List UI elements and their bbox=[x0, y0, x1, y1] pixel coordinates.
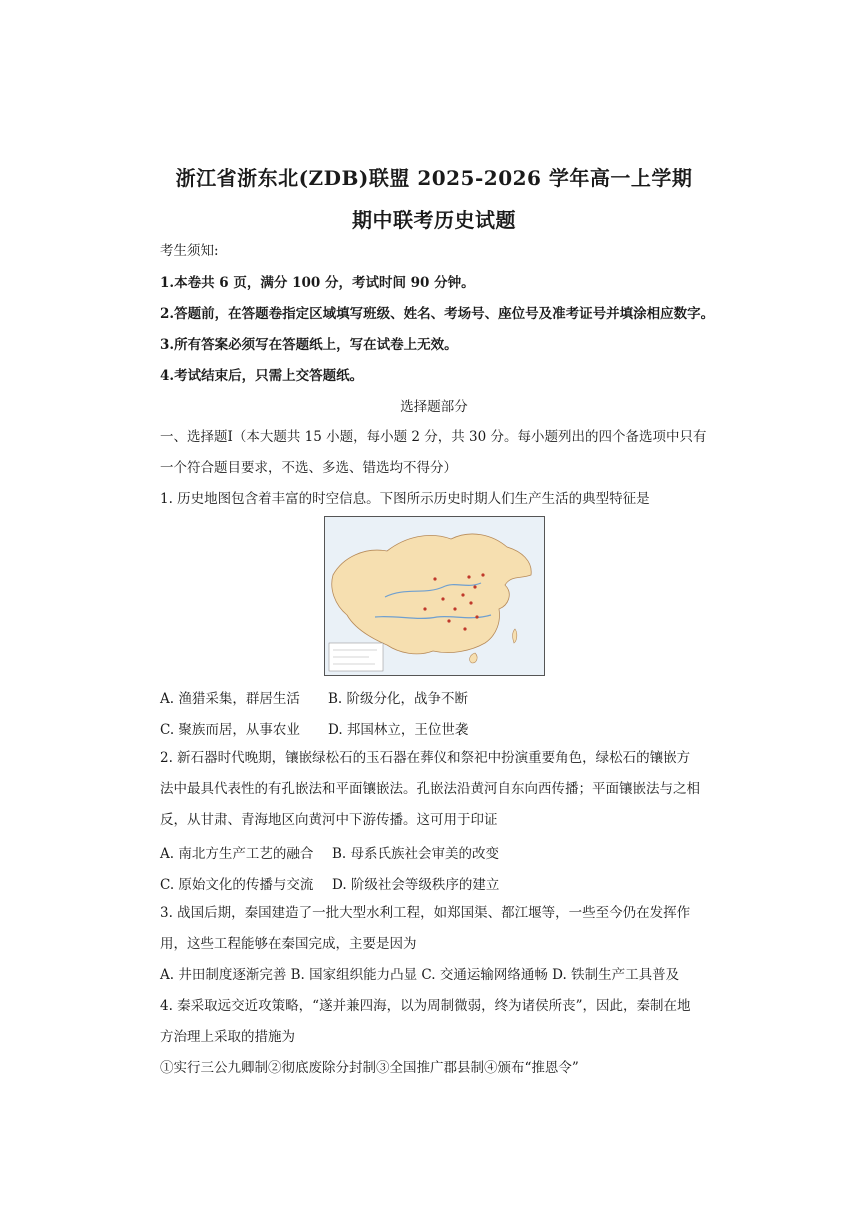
section-instruction: 一个符合题目要求，不选、多选、错选均不得分） bbox=[160, 460, 457, 476]
exam-title-line1: 浙江省浙东北(ZDB)联盟 2025-2026 学年高一上学期 bbox=[175, 166, 693, 190]
notice-item: 2.答题前，在答题卷指定区域填写班级、姓名、考场号、座位号及准考证号并填涂相应数字。 bbox=[160, 306, 715, 322]
question-2-stem: 2. 新石器时代晚期，镶嵌绿松石的玉石器在葬仪和祭祀中扮演重要角色，绿松石的镶嵌方 bbox=[160, 750, 691, 766]
neolithic-sites-map bbox=[324, 516, 545, 676]
option-c[interactable]: C. 聚族而居，从事农业 bbox=[160, 722, 300, 738]
question-4-stem: 4. 秦采取远交近攻策略，“遂并兼四海，以为周制微弱，终为诸侯所丧”，因此，秦制在地 bbox=[160, 998, 691, 1014]
notice-item: 1.本卷共 6 页，满分 100 分，考试时间 90 分钟。 bbox=[160, 275, 475, 291]
option-a[interactable]: A. 南北方生产工艺的融合 bbox=[160, 846, 314, 862]
option-d[interactable]: D. 阶级社会等级秩序的建立 bbox=[332, 877, 500, 893]
section-title: 选择题部分 bbox=[400, 399, 468, 415]
notice-item: 3.所有答案必须写在答题纸上，写在试卷上无效。 bbox=[160, 337, 458, 353]
option-a[interactable]: A. 渔猎采集，群居生活 bbox=[160, 691, 300, 707]
option-b[interactable]: B. 母系氏族社会审美的改变 bbox=[332, 846, 500, 862]
question-3-options[interactable]: A. 井田制度逐渐完善 B. 国家组织能力凸显 C. 交通运输网络通畅 D. 铁制生产工具普及 bbox=[160, 967, 680, 983]
map-graphic bbox=[325, 517, 544, 675]
question-3-stem: 用，这些工程能够在秦国完成，主要是因为 bbox=[160, 936, 417, 952]
question-1-stem: 1. 历史地图包含着丰富的时空信息。下图所示历史时期人们生产生活的典型特征是 bbox=[160, 491, 650, 507]
question-3-stem: 3. 战国后期，秦国建造了一批大型水利工程，如郑国渠、都江堰等，一些至今仍在发挥作 bbox=[160, 905, 691, 921]
question-4-stem: 方治理上采取的措施为 bbox=[160, 1029, 295, 1045]
question-4-choices: ①实行三公九卿制②彻底废除分封制③全国推广郡县制④颁布“推恩令” bbox=[160, 1060, 579, 1076]
question-2-stem: 反，从甘肃、青海地区向黄河中下游传播。这可用于印证 bbox=[160, 812, 498, 828]
notice-heading: 考生须知: bbox=[160, 243, 219, 259]
option-c[interactable]: C. 原始文化的传播与交流 bbox=[160, 877, 314, 893]
exam-title-line2: 期中联考历史试题 bbox=[352, 208, 516, 232]
section-instruction: 一、选择题Ⅰ（本大题共 15 小题，每小题 2 分，共 30 分。每小题列出的四个备选项中只有 bbox=[160, 429, 707, 445]
option-b[interactable]: B. 阶级分化，战争不断 bbox=[328, 691, 469, 707]
option-d[interactable]: D. 邦国林立，王位世袭 bbox=[328, 722, 469, 738]
question-2-stem: 法中最具代表性的有孔嵌法和平面镶嵌法。孔嵌法沿黄河自东向西传播；平面镶嵌法与之相 bbox=[160, 781, 700, 797]
notice-item: 4.考试结束后，只需上交答题纸。 bbox=[160, 368, 364, 384]
